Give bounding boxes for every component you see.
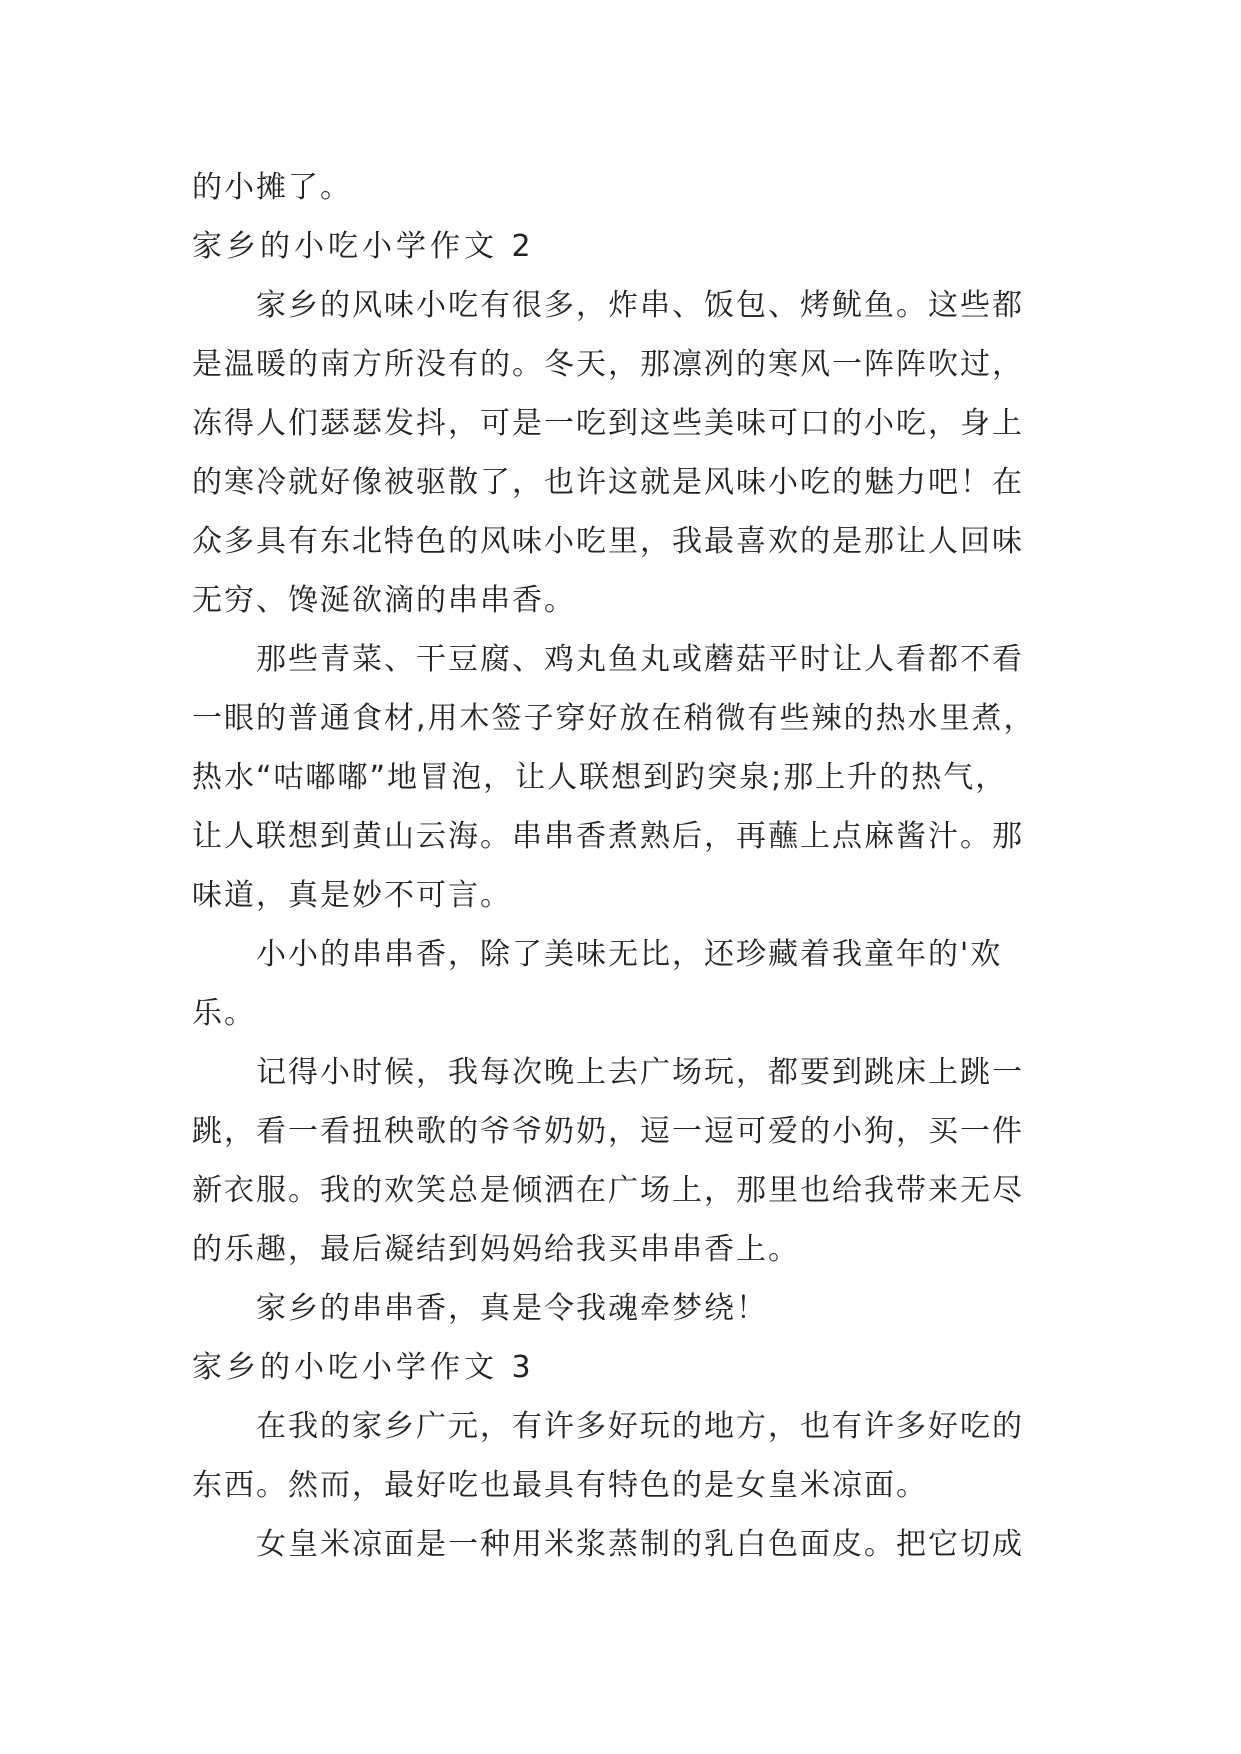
text-line: 是温暖的南方所没有的。冬天，那凛冽的寒风一阵阵吹过， (192, 347, 1024, 382)
text-line: 新衣服。我的欢笑总是倾洒在广场上，那里也给我带来无尽 (192, 1173, 1024, 1208)
paragraph-first-line: 女皇米凉面是一种用米浆蒸制的乳白色面皮。把它切成 (256, 1527, 1024, 1562)
paragraph-first-line: 小小的串串香，除了美味无比，还珍藏着我童年的'欢 (256, 937, 1003, 972)
section-heading-3: 家乡的小吃小学作文 3 (192, 1350, 535, 1385)
paragraph-first-line: 家乡的串串香，真是令我魂牵梦绕！ (256, 1291, 768, 1326)
text-line: 味道，真是妙不可言。 (192, 878, 512, 913)
text-line: 冻得人们瑟瑟发抖，可是一吃到这些美味可口的小吃，身上 (192, 406, 1024, 441)
paragraph-first-line: 记得小时候，我每次晚上去广场玩，都要到跳床上跳一 (256, 1055, 1024, 1090)
text-line: 的小摊了。 (192, 170, 352, 205)
text-line: 乐。 (192, 996, 256, 1031)
paragraph-first-line: 家乡的风味小吃有很多，炸串、饭包、烤鱿鱼。这些都 (256, 288, 1024, 323)
text-line: 一眼的普通食材,用木签子穿好放在稍微有些辣的热水里煮， (192, 701, 1036, 736)
section-heading-2: 家乡的小吃小学作文 2 (192, 229, 535, 264)
text-line: 让人联想到黄山云海。串串香煮熟后，再蘸上点麻酱汁。那 (192, 819, 1024, 854)
text-line: 热水“咕嘟嘟”地冒泡，让人联想到趵突泉;那上升的热气， (192, 760, 1008, 795)
paragraph-first-line: 那些青菜、干豆腐、鸡丸鱼丸或蘑菇平时让人看都不看 (256, 642, 1024, 677)
paragraph-first-line: 在我的家乡广元，有许多好玩的地方，也有许多好吃的 (256, 1409, 1024, 1444)
text-line: 众多具有东北特色的风味小吃里，我最喜欢的是那让人回味 (192, 524, 1024, 559)
article-text (192, 158, 1044, 1574)
text-line: 东西。然而，最好吃也最具有特色的是女皇米凉面。 (192, 1468, 928, 1503)
text-line: 的乐趣，最后凝结到妈妈给我买串串香上。 (192, 1232, 800, 1267)
text-line: 跳，看一看扭秧歌的爷爷奶奶，逗一逗可爱的小狗，买一件 (192, 1114, 1024, 1149)
text-line: 无穷、馋涎欲滴的串串香。 (192, 583, 576, 618)
text-line: 的寒冷就好像被驱散了，也许这就是风味小吃的魅力吧！在 (192, 465, 1024, 500)
